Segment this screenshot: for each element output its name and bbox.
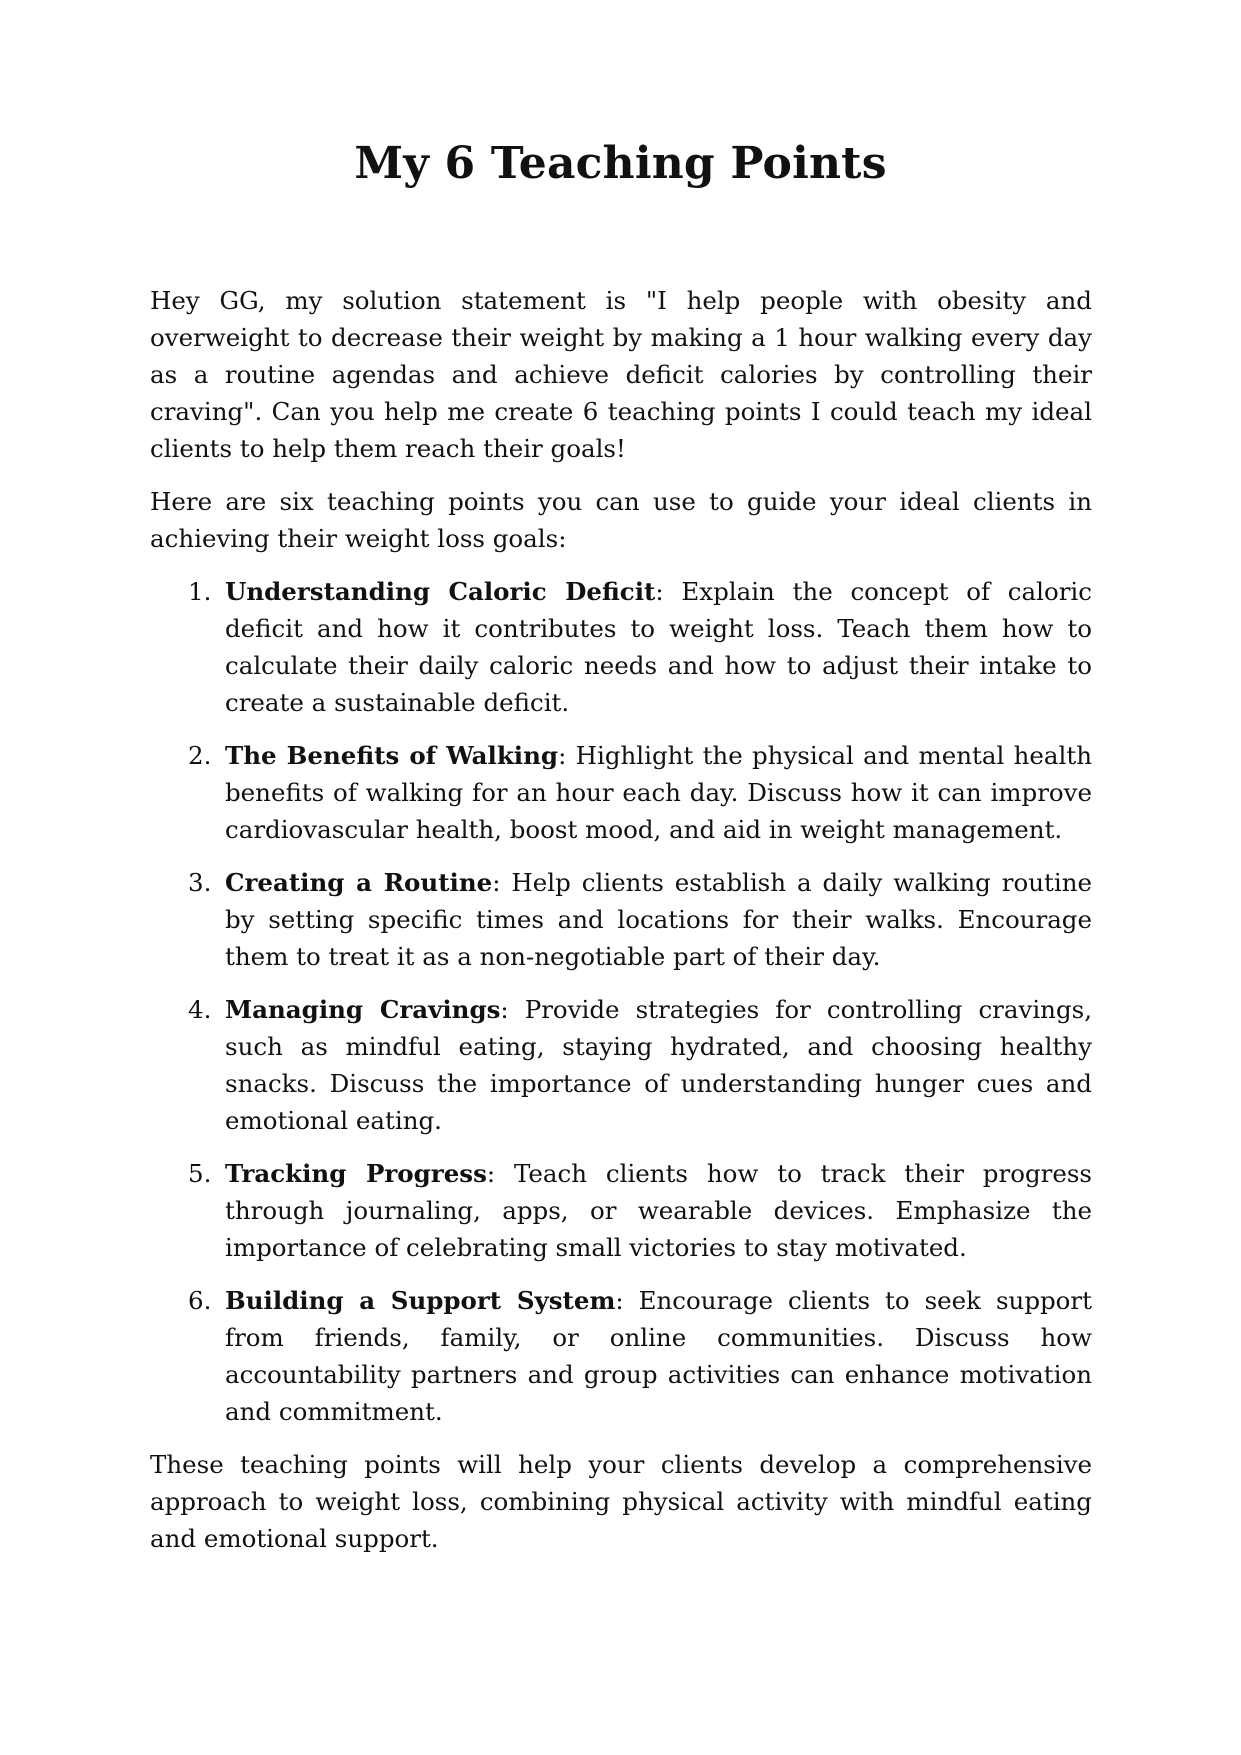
point-text: : Encourage clients to seek support from friends, family, or online communities. Discuss how accountability partners and group activities can enhance motivation and commitment. xyxy=(225,1286,1092,1426)
point-text: : Help clients establish a daily walking routine by setting specific times and locations for their walks. Encourage them to treat it as a non-negotiable part of their day. xyxy=(225,868,1092,971)
point-heading: Managing Cravings xyxy=(225,995,501,1024)
point-heading: The Benefits of Walking xyxy=(225,741,559,770)
point-text: : Teach clients how to track their progress through journaling, apps, or wearable devices. Emphasize the importance of celebrating small victories to stay motivated. xyxy=(225,1159,1092,1262)
list-number: 2. xyxy=(188,741,212,770)
point-text: : Highlight the physical and mental health benefits of walking for an hour each day. Discuss how it can improve cardiovascular health, boost mood, and aid in weight management. xyxy=(225,741,1092,844)
point-heading: Creating a Routine xyxy=(225,868,493,897)
point-heading: Understanding Caloric Deficit xyxy=(225,577,656,606)
point-heading: Tracking Progress xyxy=(225,1159,487,1188)
list-item xyxy=(150,1155,1092,1266)
list-item xyxy=(150,1282,1092,1430)
list-number: 3. xyxy=(188,868,212,897)
intro-paragraph: Hey GG, my solution statement is "I help people with obesity and overweight to decrease their weight by making a 1 hour walking every day as a routine agendas and achieve deficit calories by controlling their craving". Can you help me create 6 teaching points I could teach my ideal clients to help them reach their goals! xyxy=(150,286,1092,463)
list-number: 4. xyxy=(188,995,212,1024)
list-item xyxy=(150,737,1092,848)
page-title: My 6 Teaching Points xyxy=(354,138,887,189)
point-text: : Provide strategies for controlling cravings, such as mindful eating, staying hydrated, and choosing healthy snacks. Discuss the importance of understanding hunger cues and emotional eating. xyxy=(225,995,1092,1135)
list-number: 6. xyxy=(188,1286,212,1315)
point-text: : Explain the concept of caloric deficit and how it contributes to weight loss. Teach them how to calculate their daily caloric needs and how to adjust their intake to create a sustainable deficit. xyxy=(225,577,1092,717)
list-item xyxy=(150,573,1092,721)
lead-paragraph: Here are six teaching points you can use to guide your ideal clients in achieving their weight loss goals: xyxy=(150,487,1092,553)
teaching-points-list xyxy=(150,573,1092,1430)
conclusion-paragraph: These teaching points will help your clients develop a comprehensive approach to weight loss, combining physical activity with mindful eating and emotional support. xyxy=(150,1450,1092,1553)
list-item xyxy=(150,991,1092,1139)
document-body xyxy=(150,282,1092,1573)
list-item xyxy=(150,864,1092,975)
list-number: 1. xyxy=(188,577,212,606)
list-number: 5. xyxy=(188,1159,212,1188)
point-heading: Building a Support System xyxy=(225,1286,616,1315)
